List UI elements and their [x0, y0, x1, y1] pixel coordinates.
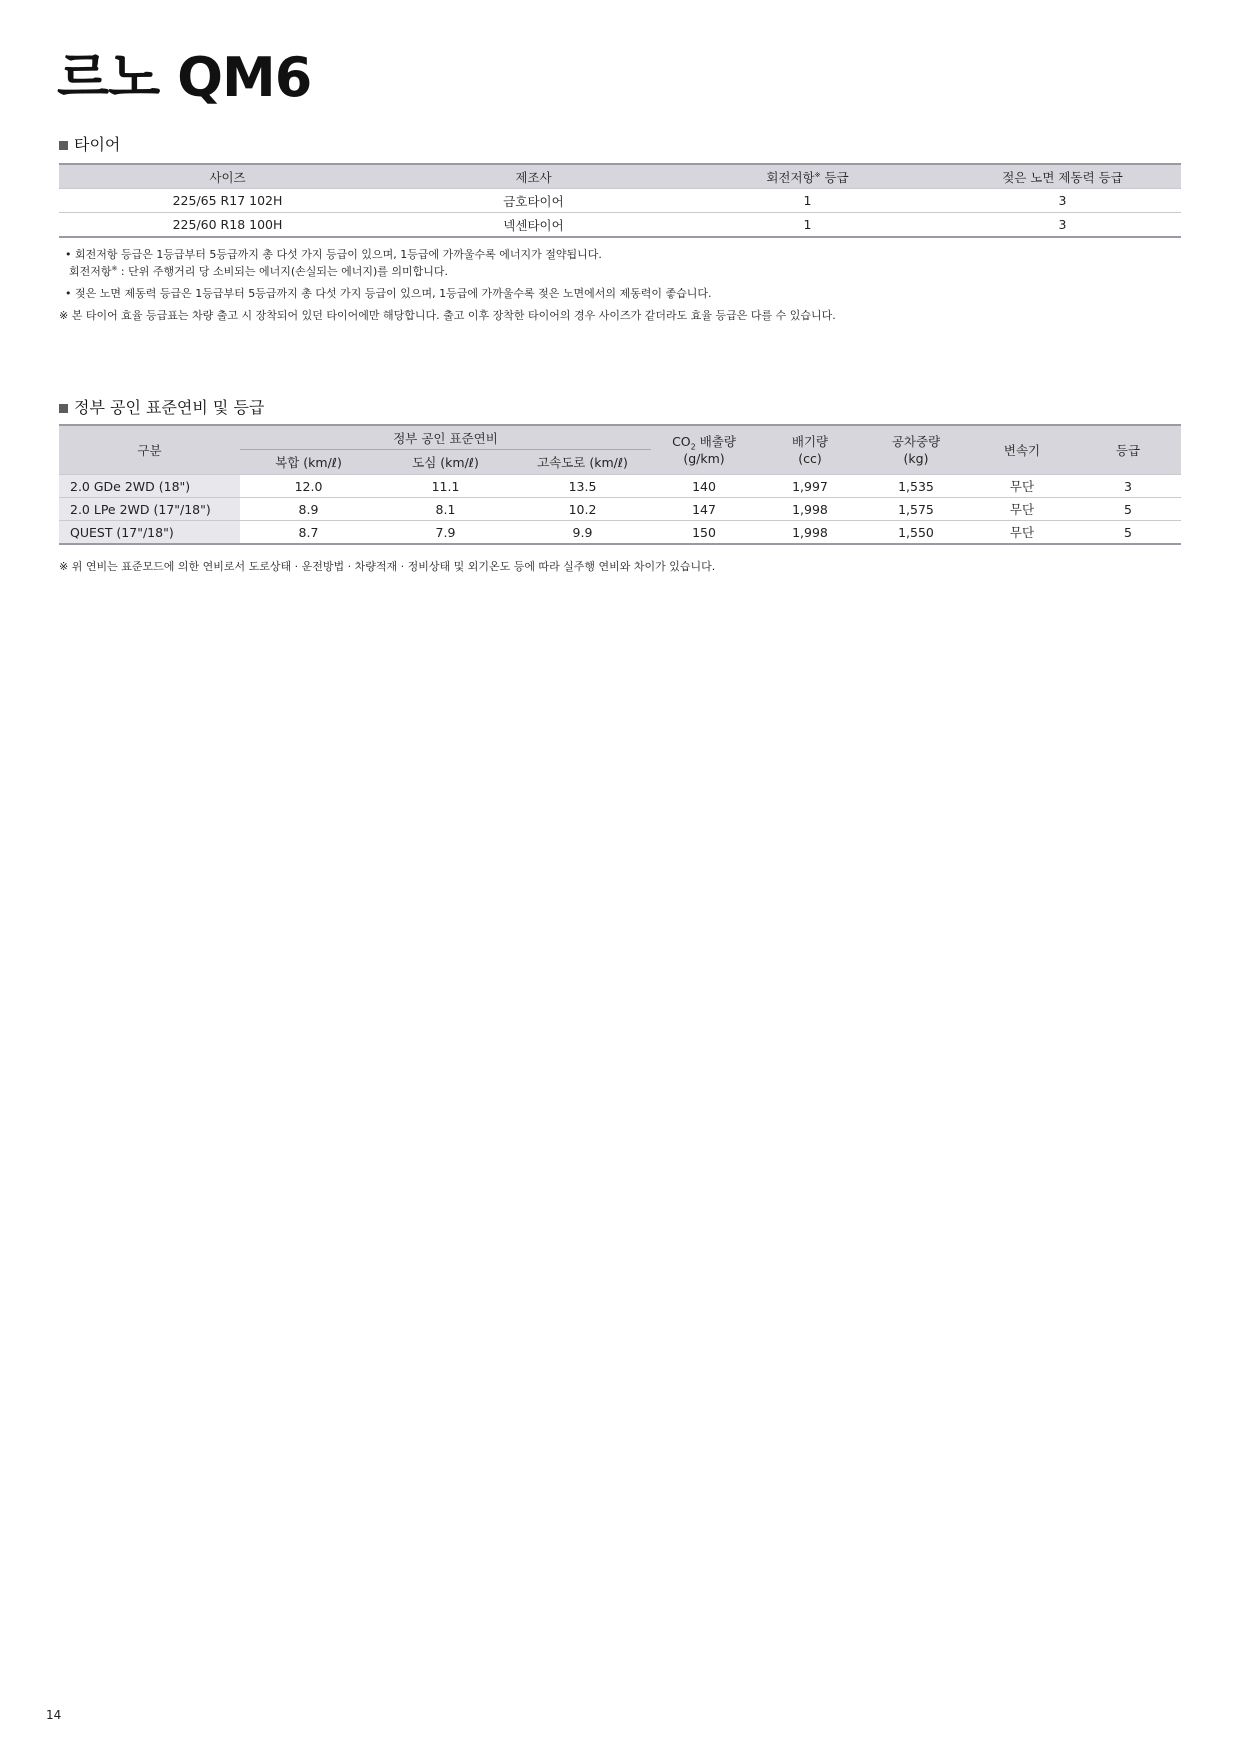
fuel-displacement-cell: 1,998 [757, 498, 863, 521]
fuel-grade-cell: 5 [1075, 498, 1181, 521]
tire-rolling-resistance-cell: 1 [671, 213, 944, 238]
fuel-highway-cell: 9.9 [514, 521, 651, 545]
fuel-transmission-cell: 무단 [969, 498, 1075, 521]
fuel-header-category: 구분 [59, 425, 240, 475]
section-bullet-icon [59, 141, 68, 150]
fuel-header-co2: $CO_2$ 배출량 (g/km) [651, 425, 757, 475]
fuel-city-cell: 7.9 [377, 521, 514, 545]
fuel-co2-cell: 147 [651, 498, 757, 521]
fuel-row-label: QUEST (17"/18") [59, 521, 240, 545]
fuel-city-cell: 8.1 [377, 498, 514, 521]
fuel-header-grade: 등급 [1075, 425, 1181, 475]
fuel-header-city: 도심 (km/ℓ) [377, 450, 514, 475]
table-row [59, 189, 1181, 213]
table-row [59, 475, 1181, 498]
fuel-highway-cell: 10.2 [514, 498, 651, 521]
fuel-weight-cell: 1,535 [863, 475, 969, 498]
fuel-header-combined: 복합 (km/ℓ) [240, 450, 377, 475]
fuel-header-curb-weight: 공차중량 (kg) [863, 425, 969, 475]
fuel-co2-cell: 140 [651, 475, 757, 498]
fuel-notes [59, 558, 1181, 575]
tire-size-cell: 225/65 R17 102H [172, 193, 283, 208]
fuel-header-group: 정부 공인 표준연비 [240, 425, 651, 450]
fuel-transmission-cell: 무단 [969, 475, 1075, 498]
fuel-grade-cell: 3 [1075, 475, 1181, 498]
tire-section-title-text: 타이어 [74, 135, 121, 154]
tire-header-rolling-resistance: 회전저항※ 등급 [671, 164, 944, 189]
tire-section-title [59, 135, 120, 155]
tire-header-wet-grip: 젖은 노면 제동력 등급 [944, 164, 1181, 189]
fuel-row-label: 2.0 LPe 2WD (17"/18") [59, 498, 240, 521]
tire-wet-grip-cell: 3 [1058, 193, 1067, 208]
fuel-co2-cell: 150 [651, 521, 757, 545]
table-row [59, 498, 1181, 521]
fuel-weight-cell: 1,575 [863, 498, 969, 521]
tire-note-rolling-resistance-definition: 회전저항※ : 단위 주행거리 당 소비되는 에너지(손실되는 에너지)를 의미합니다. [69, 264, 449, 278]
fuel-highway-cell: 13.5 [514, 475, 651, 498]
page-title: 르노 QM6 [57, 46, 312, 109]
fuel-efficiency-table [59, 424, 1181, 545]
tire-note-wet-grip: • 젖은 노면 제동력 등급은 1등급부터 5등급까지 총 다섯 가지 등급이 있으며, 1등급에 가까울수록 젖은 노면에서의 제동력이 좋습니다. [65, 287, 712, 300]
tire-note-rolling-resistance: • 회전저항 등급은 1등급부터 5등급까지 총 다섯 가지 등급이 있으며, 1등급에 가까울수록 에너지가 절약됩니다. [65, 248, 602, 261]
fuel-section-title [59, 398, 264, 418]
tire-notes [59, 246, 1181, 324]
tire-header-size: 사이즈 [59, 164, 396, 189]
tire-size-cell: 225/60 R18 100H [59, 213, 396, 238]
fuel-note-disclaimer: ※ 위 연비는 표준모드에 의한 연비로서 도로상태 · 운전방법 · 차량적재 · 정비상태 및 외기온도 등에 따라 실주행 연비와 차이가 있습니다. [59, 560, 716, 573]
fuel-combined-cell: 12.0 [240, 475, 377, 498]
fuel-table-header-row [59, 425, 1181, 450]
table-row [59, 213, 1181, 238]
table-row [59, 521, 1181, 545]
tire-rolling-resistance-cell: 1 [803, 193, 812, 208]
fuel-transmission-cell: 무단 [969, 521, 1075, 545]
tire-table [59, 163, 1181, 238]
fuel-header-highway: 고속도로 (km/ℓ) [514, 450, 651, 475]
tire-maker-cell: 넥센타이어 [396, 213, 671, 238]
tire-note-disclaimer: ※ 본 타이어 효율 등급표는 차량 출고 시 장착되어 있던 타이어에만 해당합니다. 출고 이후 장착한 타이어의 경우 사이즈가 같더라도 효율 등급은 다를 수 있습니다. [59, 309, 836, 322]
tire-maker-cell: 금호타이어 [503, 193, 564, 209]
fuel-combined-cell: 8.7 [240, 521, 377, 545]
fuel-city-cell: 11.1 [377, 475, 514, 498]
fuel-grade-cell: 5 [1075, 521, 1181, 545]
fuel-displacement-cell: 1,998 [757, 521, 863, 545]
fuel-header-transmission: 변속기 [969, 425, 1075, 475]
fuel-row-label: 2.0 GDe 2WD (18") [59, 475, 240, 498]
tire-wet-grip-cell: 3 [944, 213, 1181, 238]
fuel-weight-cell: 1,550 [863, 521, 969, 545]
fuel-displacement-cell: 1,997 [757, 475, 863, 498]
fuel-header-displacement: 배기량 (cc) [757, 425, 863, 475]
page-number: 14 [46, 1708, 62, 1722]
tire-table-header-row [59, 164, 1181, 189]
tire-header-maker: 제조사 [396, 164, 671, 189]
fuel-section-title-text: 정부 공인 표준연비 및 등급 [74, 398, 265, 417]
fuel-combined-cell: 8.9 [240, 498, 377, 521]
section-bullet-icon [59, 404, 68, 413]
